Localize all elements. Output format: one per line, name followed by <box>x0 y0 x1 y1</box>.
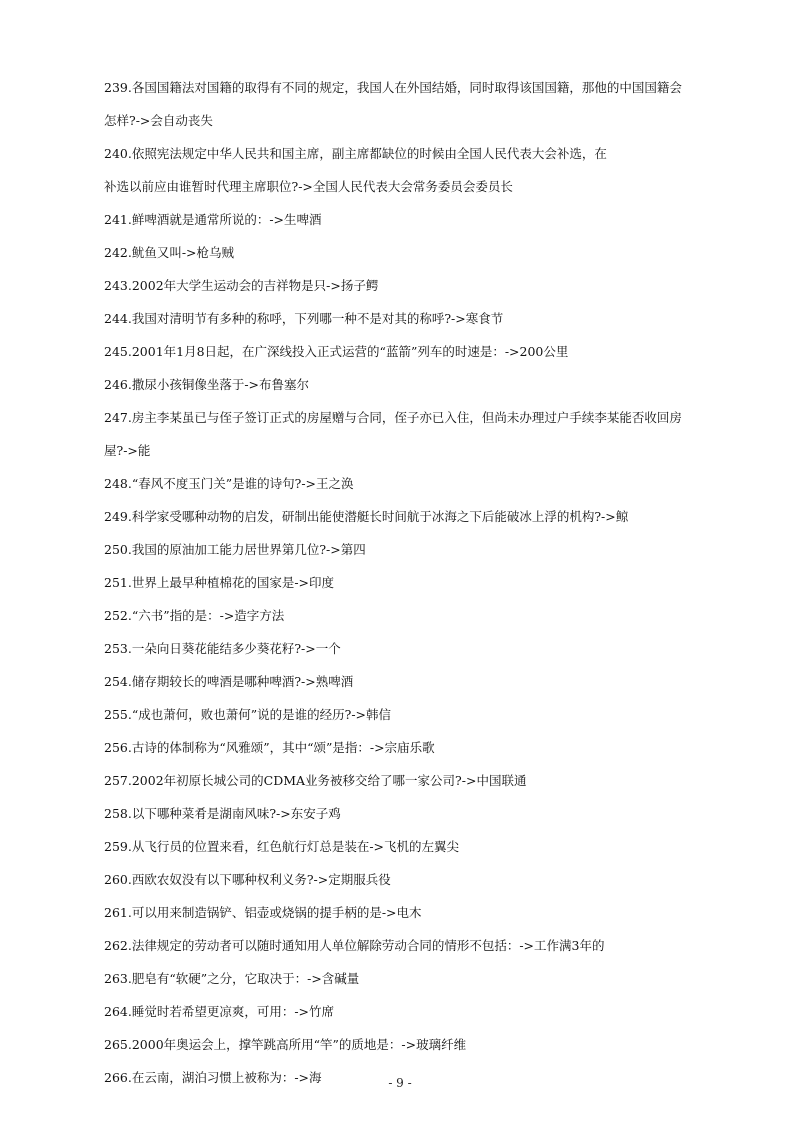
line-251: 251.世界上最早种植棉花的国家是->印度 <box>104 575 335 590</box>
line-246: 246.撒尿小孩铜像坐落于->布鲁塞尔 <box>104 377 310 392</box>
line-265: 265.2000年奥运会上，撑竿跳高所用“竿”的质地是：->玻璃纤维 <box>104 1037 467 1052</box>
line-249: 249.科学家受哪种动物的启发，研制出能使潜艇长时间航于冰海之下后能破冰上浮的机构?->鲸 <box>104 509 629 524</box>
line-260: 260.西欧农奴没有以下哪种权利义务?->定期服兵役 <box>104 872 391 887</box>
line-255: 255.“成也萧何，败也萧何”说的是谁的经历?->韩信 <box>104 707 392 722</box>
line-242: 242.鱿鱼又叫->枪乌贼 <box>104 245 235 260</box>
line-239a: 239.各国国籍法对国籍的取得有不同的规定，我国人在外国结婚，同时取得该国国籍，那他的中国国籍会 <box>104 80 682 95</box>
line-262: 262.法律规定的劳动者可以随时通知用人单位解除劳动合同的情形不包括：->工作满3年的 <box>104 938 605 953</box>
line-250: 250.我国的原油加工能力居世界第几位?->第四 <box>104 542 366 557</box>
line-243: 243.2002年大学生运动会的吉祥物是只->扬子鳄 <box>104 278 379 293</box>
line-253: 253.一朵向日葵花能结多少葵花籽?->一个 <box>104 641 341 656</box>
line-248: 248.“春风不度玉门关”是谁的诗句?->王之涣 <box>104 476 354 491</box>
line-241: 241.鲜啤酒就是通常所说的：->生啤酒 <box>104 212 322 227</box>
line-261: 261.可以用来制造锅铲、铝壶或烧锅的提手柄的是->电木 <box>104 905 422 920</box>
line-239b: 怎样?->会自动丧失 <box>104 113 213 128</box>
line-254: 254.储存期较长的啤酒是哪种啤酒?->熟啤酒 <box>104 674 354 689</box>
line-259: 259.从飞行员的位置来看，红色航行灯总是装在->飞机的左翼尖 <box>104 839 460 854</box>
line-240a: 240.依照宪法规定中华人民共和国主席，副主席都缺位的时候由全国人民代表大会补选，在 <box>104 146 607 161</box>
line-240b: 补选以前应由谁暂时代理主席职位?->全国人民代表大会常务委员会委员长 <box>104 179 513 194</box>
line-244: 244.我国对清明节有多种的称呼，下列哪一种不是对其的称呼?->寒食节 <box>104 311 504 326</box>
line-263: 263.肥皂有“软硬”之分，它取决于：->含碱量 <box>104 971 360 986</box>
page-number: - 9 - <box>388 1076 412 1090</box>
line-252: 252.“六书”指的是：->造字方法 <box>104 608 285 623</box>
line-256: 256.古诗的体制称为“风雅颂”，其中“颂”是指：->宗庙乐歌 <box>104 740 435 755</box>
line-245: 245.2001年1月8日起，在广深线投入正式运营的“蓝箭”列车的时速是：->200公里 <box>104 344 569 359</box>
line-247a: 247.房主李某虽已与侄子签订正式的房屋赠与合同，侄子亦已入住，但尚未办理过户手续李某能否收回房 <box>104 410 682 425</box>
line-258: 258.以下哪种菜肴是湖南风味?->东安子鸡 <box>104 806 341 821</box>
line-266: 266.在云南，湖泊习惯上被称为：->海 <box>104 1070 322 1085</box>
line-257: 257.2002年初原长城公司的CDMA业务被移交给了哪一家公司?->中国联通 <box>104 773 527 788</box>
line-247b: 屋?->能 <box>104 443 151 458</box>
line-264: 264.睡觉时若希望更凉爽，可用：->竹席 <box>104 1004 335 1019</box>
